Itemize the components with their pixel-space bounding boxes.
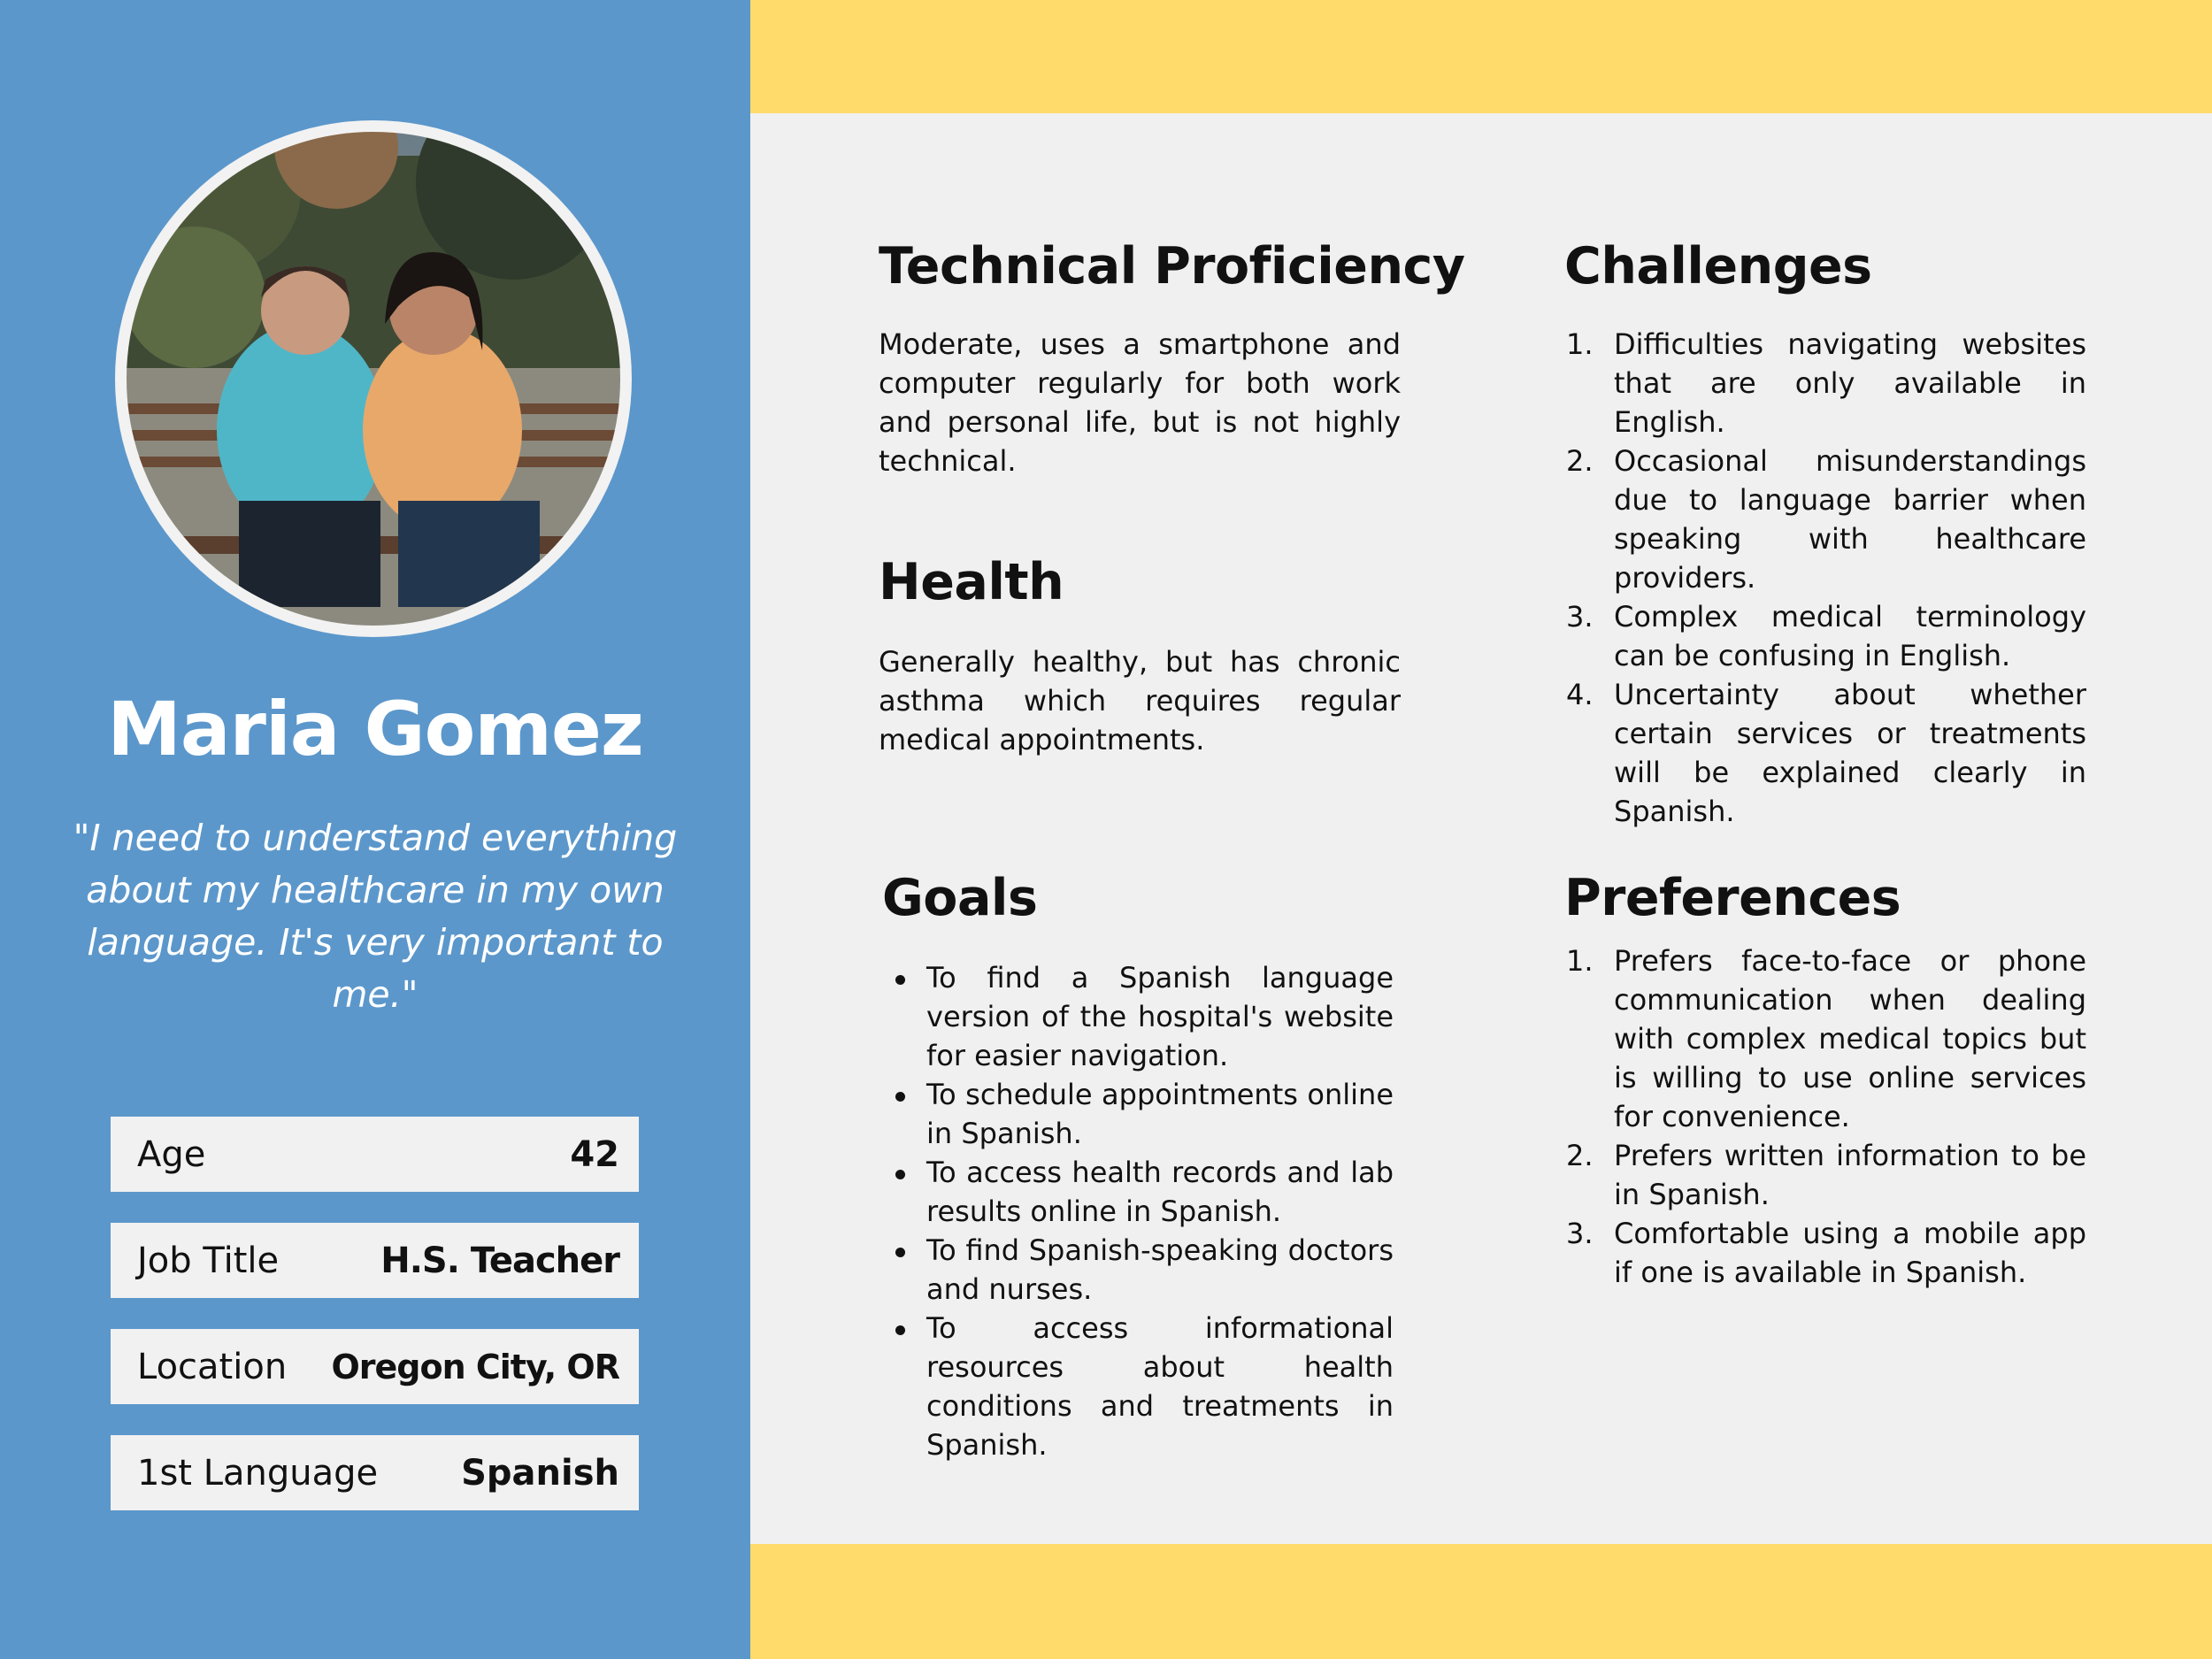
preference-text: Prefers face-to-face or phone communication when dealing with complex medical topics but is willing to use online services for convenience. — [1614, 944, 2086, 1133]
persona-name: Maria Gomez — [107, 686, 643, 772]
challenge-number: 1. — [1566, 327, 1594, 361]
location-row — [111, 1329, 639, 1404]
challenge-item — [1566, 442, 2086, 597]
job-title-value: H.S. Teacher — [380, 1240, 619, 1281]
challenge-item — [1566, 675, 2086, 831]
challenges-list — [1566, 325, 2086, 831]
challenge-number: 3. — [1566, 600, 1594, 634]
age-value: 42 — [570, 1133, 619, 1175]
technical-proficiency-heading: Technical Proficiency — [879, 237, 1465, 296]
goal-item: To find Spanish-speaking doctors and nurses. — [879, 1231, 1394, 1309]
profile-sidebar — [0, 0, 750, 1659]
goal-item: To schedule appointments online in Spanish. — [879, 1075, 1394, 1153]
preference-item — [1566, 1136, 2086, 1214]
challenge-item — [1566, 325, 2086, 442]
preference-number: 3. — [1566, 1217, 1594, 1250]
goal-item: To access health records and lab results online in Spanish. — [879, 1153, 1394, 1231]
challenges-heading: Challenges — [1564, 237, 1872, 296]
goal-item: To find a Spanish language version of the hospital's website for easier navigation. — [879, 958, 1394, 1075]
preference-number: 1. — [1566, 944, 1594, 978]
challenge-text: Occasional misunderstandings due to language barrier when speaking with healthcare providers. — [1614, 444, 2086, 595]
first-language-row — [111, 1435, 639, 1510]
preference-text: Comfortable using a mobile app if one is available in Spanish. — [1614, 1217, 2086, 1289]
health-text: Generally healthy, but has chronic asthma which requires regular medical appointments. — [879, 645, 1401, 757]
job-title-row — [111, 1223, 639, 1298]
goals-heading: Goals — [882, 869, 1038, 927]
challenge-item — [1566, 597, 2086, 675]
challenge-text: Uncertainty about whether certain services or treatments will be explained clearly in Spanish. — [1614, 678, 2086, 828]
portrait-photo-illustration — [115, 120, 632, 637]
preference-number: 2. — [1566, 1139, 1594, 1172]
location-value: Oregon City, OR — [331, 1347, 619, 1386]
goals-list — [879, 958, 1394, 1464]
portrait-photo-icon — [115, 120, 632, 637]
preferences-heading: Preferences — [1564, 869, 1901, 927]
first-language-value: Spanish — [461, 1452, 619, 1494]
persona-quote: "I need to understand everything about my healthcare in my own language. It's very important to me." — [73, 817, 678, 1016]
top-accent-bar — [750, 0, 2212, 113]
preferences-list — [1566, 941, 2086, 1292]
goal-item: To access informational resources about health conditions and treatments in Spanish. — [879, 1309, 1394, 1464]
health-heading: Health — [879, 553, 1064, 611]
bottom-accent-bar — [750, 1544, 2212, 1659]
challenge-text: Difficulties navigating websites that are only available in English. — [1614, 327, 2086, 439]
preference-item — [1566, 1214, 2086, 1292]
age-label: Age — [137, 1133, 206, 1175]
technical-proficiency-text: Moderate, uses a smartphone and computer regularly for both work and personal life, but is not highly technical. — [879, 327, 1401, 478]
challenge-number: 4. — [1566, 678, 1594, 711]
age-row — [111, 1117, 639, 1192]
preference-item — [1566, 941, 2086, 1136]
job-title-label: Job Title — [137, 1240, 280, 1281]
first-language-label: 1st Language — [137, 1452, 379, 1494]
challenge-text: Complex medical terminology can be confusing in English. — [1614, 600, 2086, 672]
location-label: Location — [137, 1346, 288, 1387]
preference-text: Prefers written information to be in Spanish. — [1614, 1139, 2086, 1211]
challenge-number: 2. — [1566, 444, 1594, 478]
